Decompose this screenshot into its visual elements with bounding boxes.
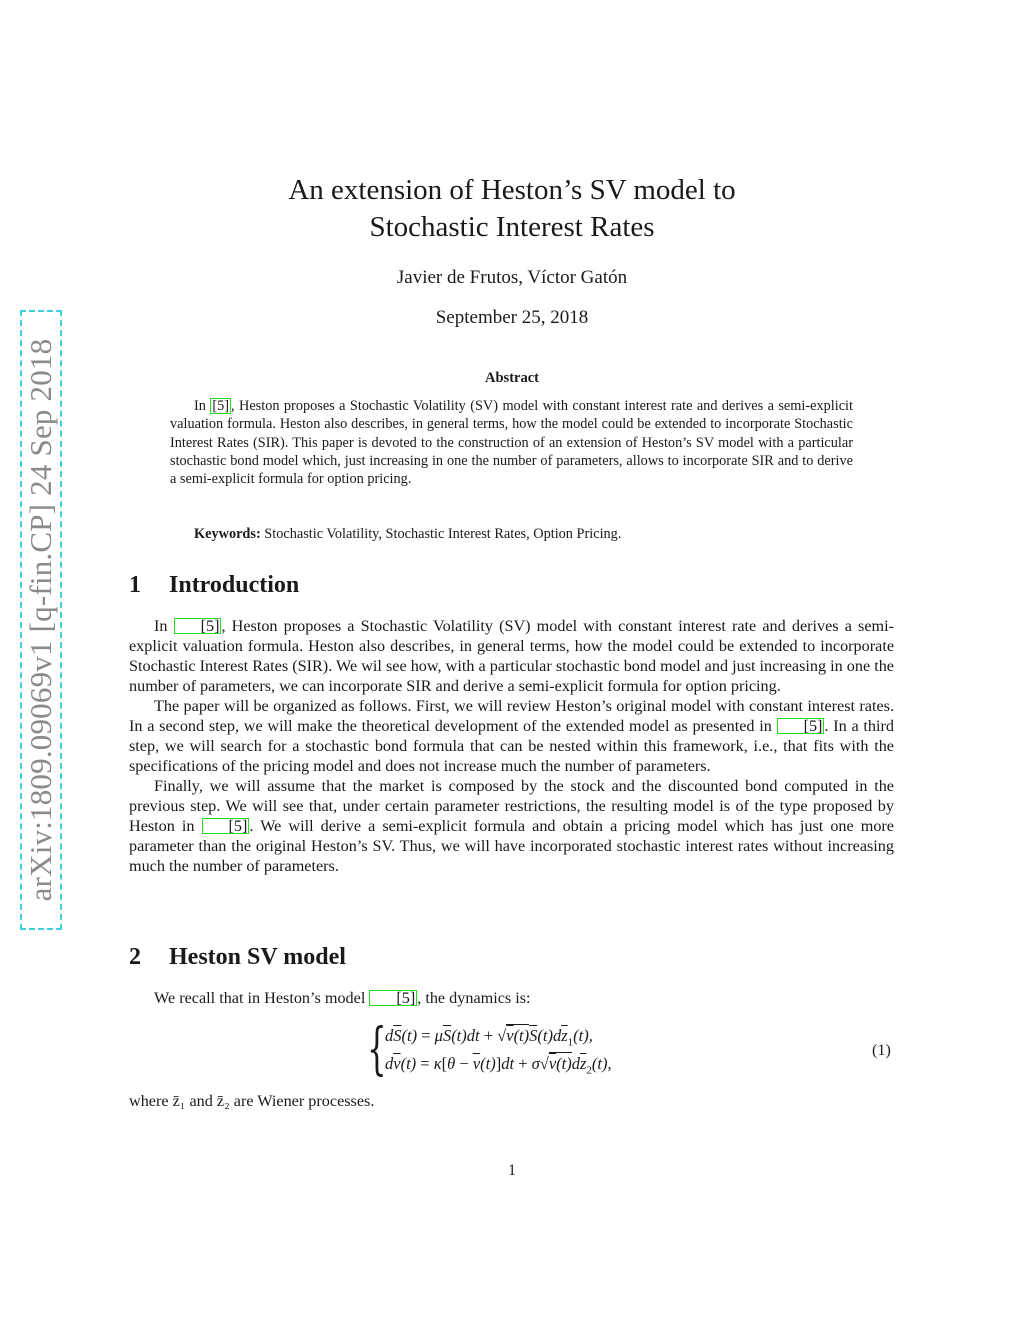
title-line-2: Stochastic Interest Rates: [369, 211, 655, 243]
section-heading-heston: [129, 944, 346, 971]
citation-link[interactable]: [5]: [212, 398, 229, 414]
introduction-body: [129, 616, 894, 876]
title-line-1: An extension of Heston’s SV model to: [288, 174, 736, 206]
section-heading-introduction: [129, 572, 299, 599]
section-title: Introduction: [169, 572, 300, 598]
citation-link[interactable]: [5]: [202, 818, 250, 834]
citation-link[interactable]: [5]: [777, 718, 825, 734]
abstract-heading: Abstract: [485, 370, 539, 386]
keywords: [194, 526, 621, 543]
equation-number: (1): [872, 1041, 891, 1059]
paragraph: We recall that in Heston’s model [5] , the dynamics is:: [154, 989, 531, 1007]
citation-link[interactable]: [5]: [174, 618, 222, 634]
section-number: 2: [129, 944, 141, 970]
paragraph: Finally, we will assume that the market is composed by the stock and the discounted bond computed in the previous step. We will see that, under certain parameter restrictions, the resulting model is of the type proposed by Heston in [5] . We will derive a semi-explicit formula and obtain a pricing model which has just one more parameter than the original Heston’s SV. Thus, we will have incorporated stochastic interest rates without increasing much the number of parameters.: [129, 777, 894, 875]
arxiv-stamp[interactable]: [20, 310, 62, 930]
page-number: 1: [508, 1162, 516, 1179]
authors: Javier de Frutos, Víctor Gatón: [396, 267, 628, 288]
equation-line-stock: $d\overline{S}(t) = \mu\overline{S}(t)dt + √v(t)\overline{S}(t)d\overline{z}_1(t)$,: [385, 1026, 593, 1049]
keywords-label: Keywords:: [194, 526, 261, 542]
equation-line-variance: $d\overline{v}(t) = \kappa[\theta - \overline{v}(t)]dt + \sigma√v(t)d\overline{z}_2(t)$,: [385, 1054, 612, 1077]
left-brace: {: [367, 1017, 387, 1082]
heston-intro: [129, 988, 894, 1008]
wiener-note: where z̄₁ and z̄₂ are Wiener processes.: [129, 1092, 375, 1110]
equation-1: [367, 1017, 707, 1082]
arxiv-identifier[interactable]: arXiv:1809.09069v1 [q-fin.CP] 24 Sep 2018: [23, 338, 58, 902]
paper-title: [0, 172, 1024, 246]
citation-link[interactable]: [5]: [369, 990, 417, 1006]
keywords-text: Stochastic Volatility, Stochastic Interest Rates, Option Pricing.: [260, 526, 622, 542]
abstract-body: In [5] , Heston proposes a Stochastic Volatility (SV) model with constant interest rate and derives a semi-explicit valuation formula. Heston also describes, in general terms, how the model could be extended to incorporate Stochastic Interest Rates (SIR). This paper is devoted to the construction of an extension of Heston’s SV model with a particular stochastic bond model which, just increasing in one the number of parameters, allows to incorporate SIR and to derive a semi-explicit formula for option pricing.: [170, 398, 853, 488]
section-number: 1: [129, 572, 141, 598]
section-title: Heston SV model: [169, 944, 346, 970]
paragraph: The paper will be organized as follows. First, we will review Heston’s original model with constant interest rates. In a second step, we will make the theoretical development of the extended model as presented in [5] . In a third step, we will search for a stochastic bond formula that can be nested within this framework, i.e., that fits with the specifications of the pricing model and does not increase much the number of parameters.: [129, 697, 894, 775]
paragraph: In [5] , Heston proposes a Stochastic Volatility (SV) model with constant interest rate and derives a semi-explicit valuation formula. Heston also describes, in general terms, how the model could be extended to incorporate Stochastic Interest Rates (SIR). We wil see how, with a particular stochastic bond model and just increasing in one the number of parameters, we can incorporate SIR and derive a semi-explicit formula for option pricing.: [129, 617, 894, 695]
publication-date: September 25, 2018: [435, 307, 589, 328]
